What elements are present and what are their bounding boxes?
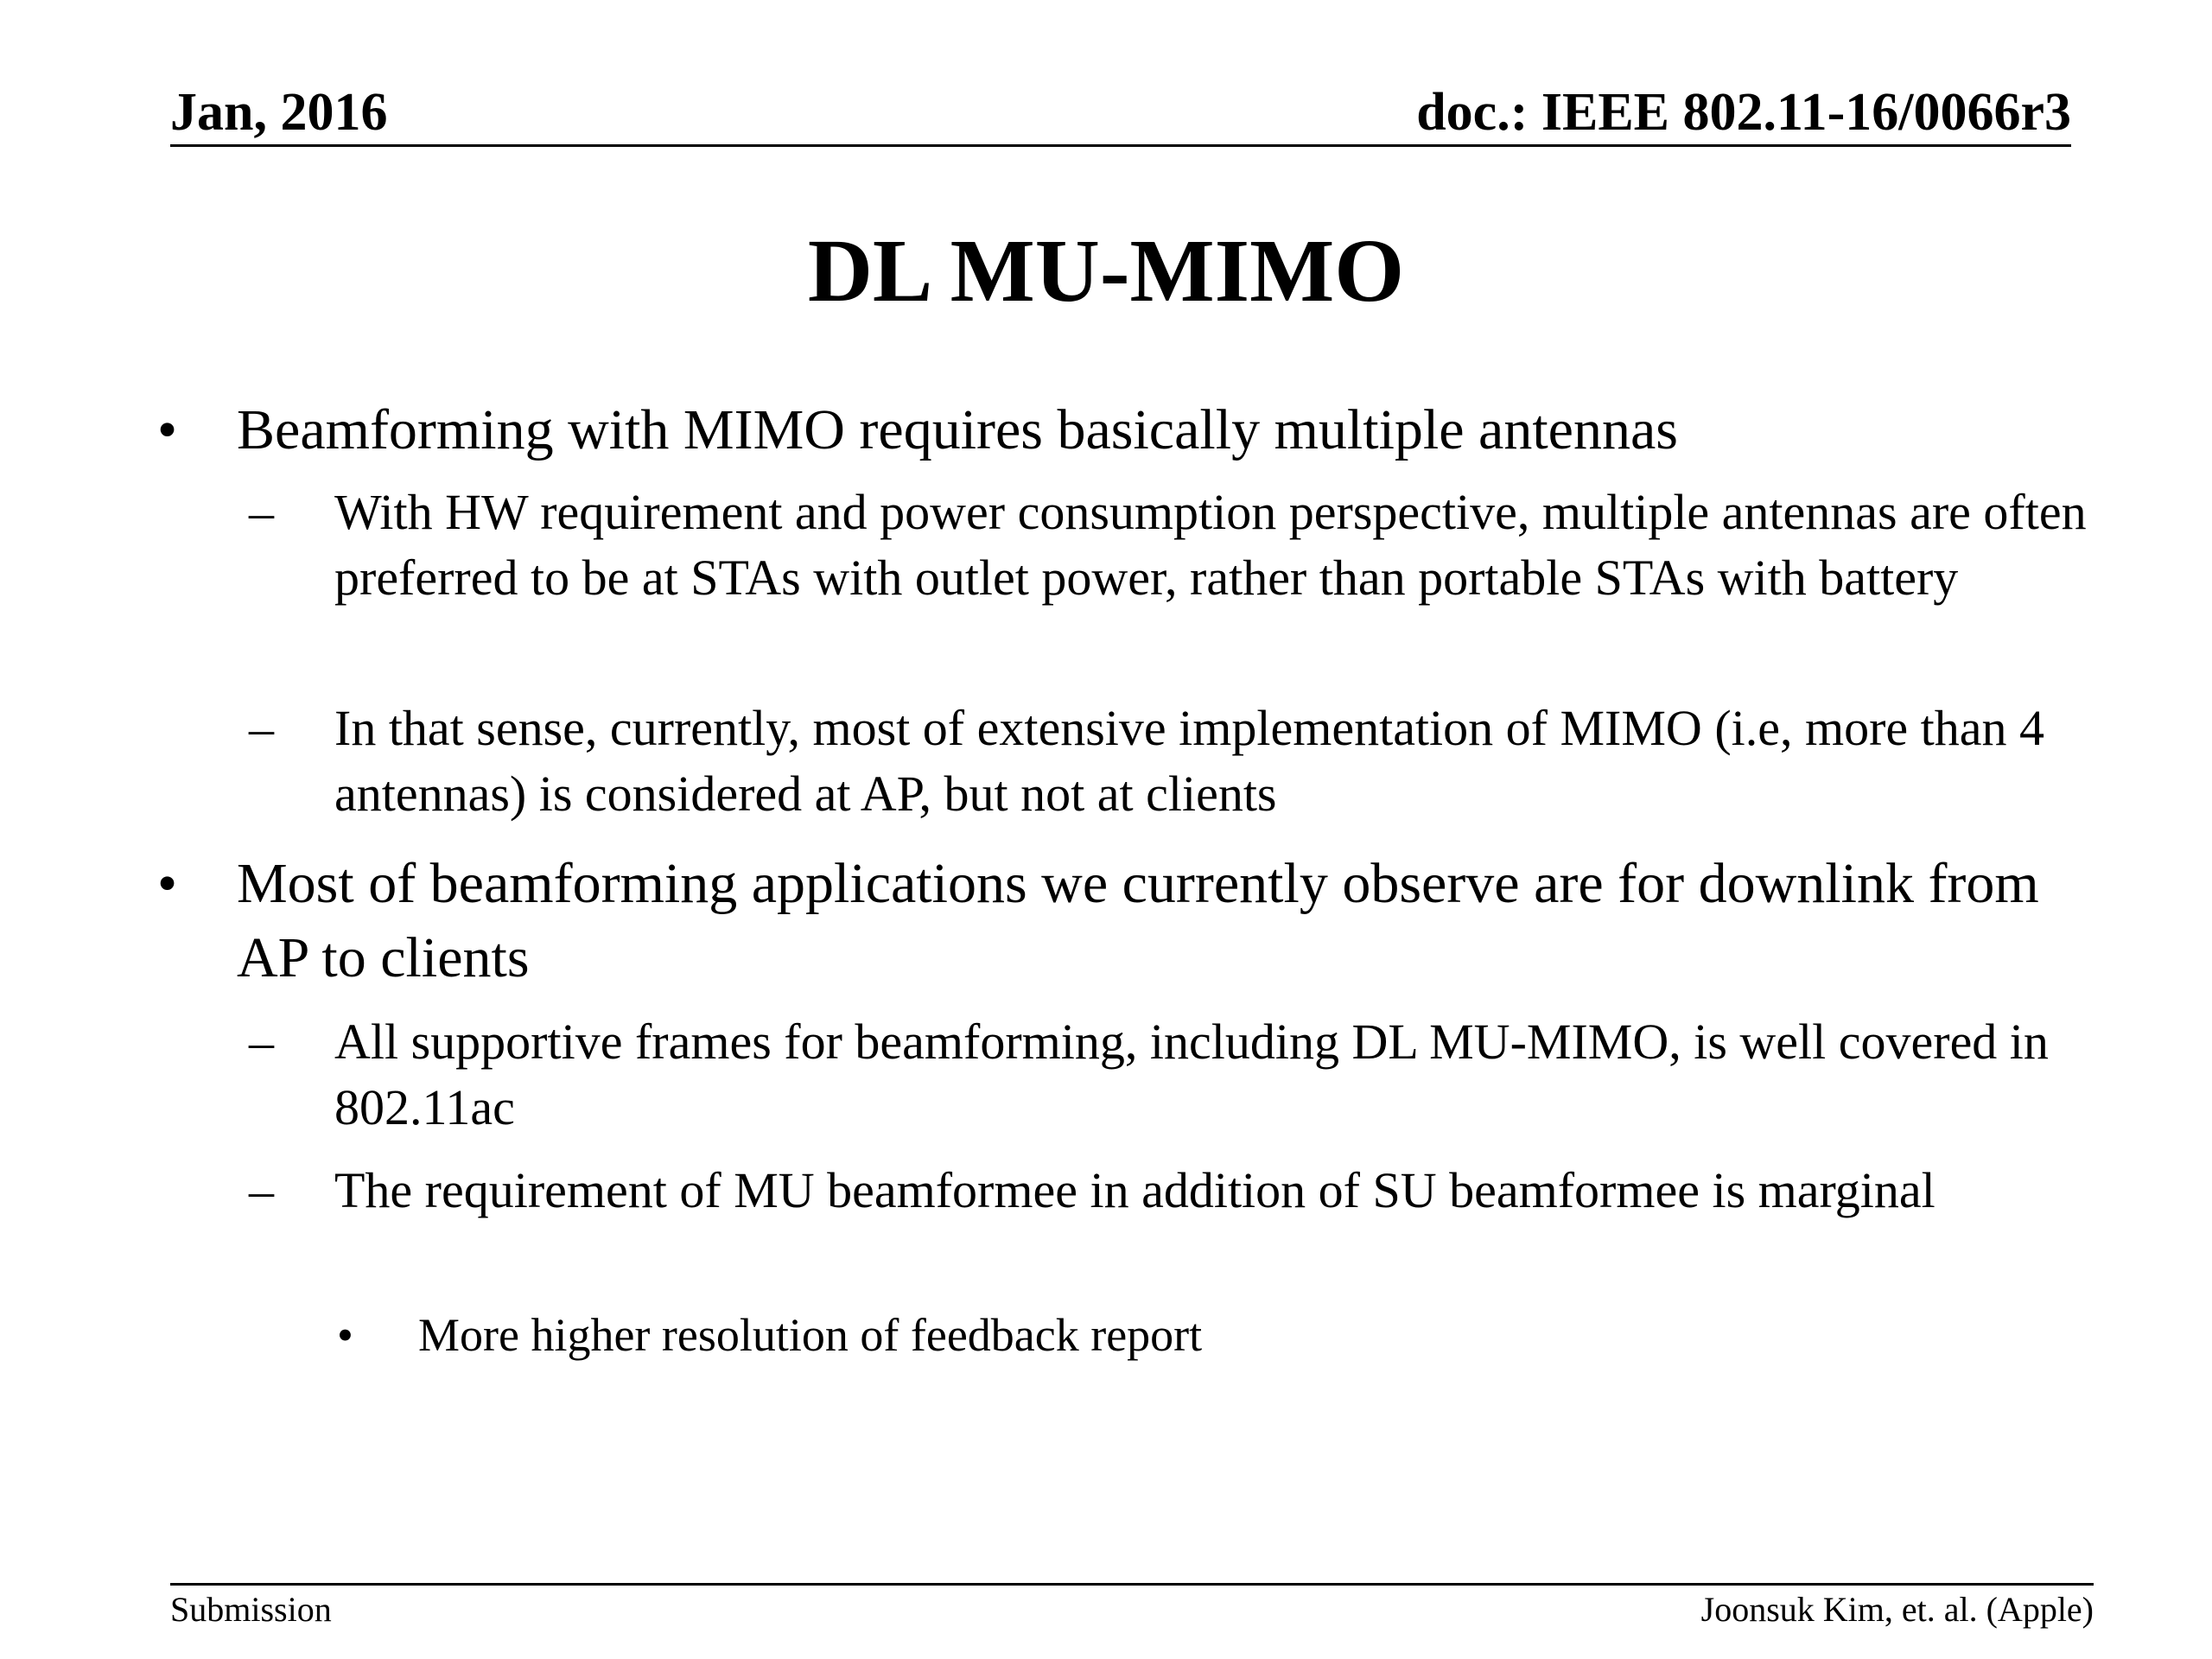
slide-title: DL MU-MIMO xyxy=(807,221,1405,321)
dash-marker: – xyxy=(249,700,274,756)
sub-sub-bullet-text: More higher resolution of feedback report xyxy=(418,1309,1203,1361)
header-doc-id: doc.: IEEE 802.11-16/0066r3 xyxy=(1416,83,2071,142)
dash-marker: – xyxy=(249,484,274,540)
header-date: Jan, 2016 xyxy=(170,83,388,142)
dash-marker: – xyxy=(249,1014,274,1070)
bullet-marker: • xyxy=(157,398,178,461)
sub-bullet-text: All supportive frames for beamforming, including DL MU-MIMO, is well covered in 802.11ac xyxy=(334,1014,2049,1135)
sub-bullet-text: The requirement of MU beamformee in addition of SU beamformee is marginal xyxy=(334,1162,1936,1218)
bullet-text: Beamforming with MIMO requires basically multiple antennas xyxy=(237,398,1678,461)
bullet-marker: • xyxy=(157,852,178,915)
sub-bullet-text: In that sense, currently, most of extensive implementation of MIMO (i.e, more than 4 antennas) is considered at AP, but not at clients xyxy=(334,700,2045,822)
dash-marker: – xyxy=(249,1162,274,1218)
bullet-text: Most of beamforming applications we currently observe are for downlink from AP to clients xyxy=(237,852,2039,989)
sub-bullet-text: With HW requirement and power consumption perspective, multiple antennas are often preferred to be at STAs with outlet power, rather than portable STAs with battery xyxy=(334,484,2087,606)
bullet-marker: • xyxy=(337,1309,353,1361)
footer-author: Joonsuk Kim, et. al. (Apple) xyxy=(1700,1590,2094,1629)
slide-footer xyxy=(170,1583,2094,1635)
footer-submission: Submission xyxy=(170,1590,332,1629)
